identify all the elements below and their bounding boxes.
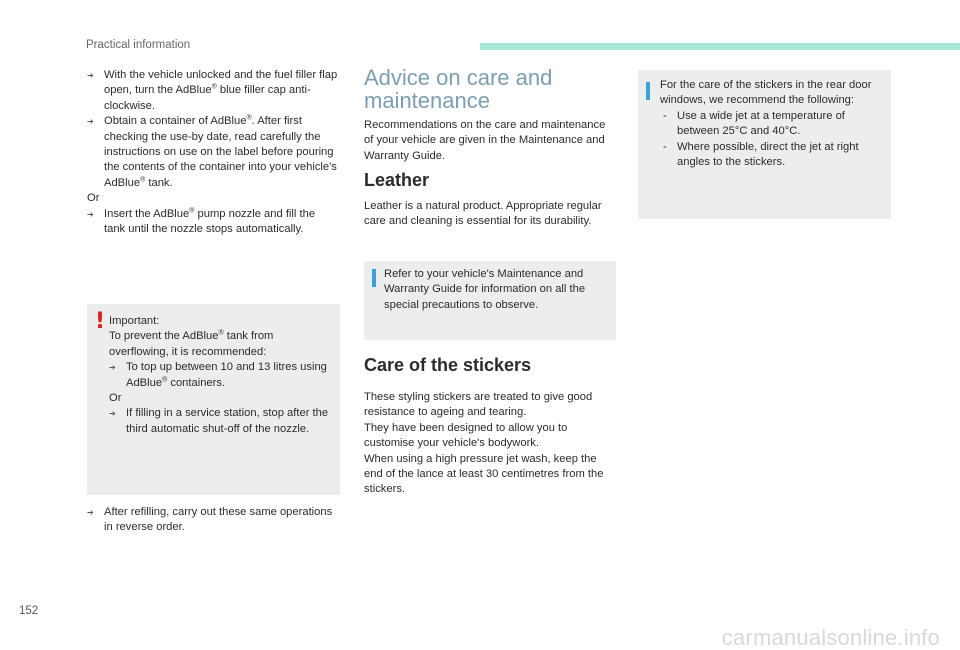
warning-line: To prevent the AdBlue® tank from overflowing, it is recommended: — [109, 329, 274, 358]
warning-or: Or — [109, 392, 122, 405]
intro-text: Recommendations on the care and maintenance of your vehicle are given in the Maintenance and Warranty Guide. — [364, 119, 606, 162]
step-pump-nozzle: ➔ Insert the AdBlue® pump nozzle and fill the tank until the nozzle stops automatically. — [87, 207, 339, 238]
warning-step-service-station: ➔ If filling in a service station, stop after the third automatic shut-off of the nozzle. — [109, 406, 331, 437]
running-header: Practical information — [86, 39, 191, 51]
warning-step-top-up: ➔ To top up between 10 and 13 litres using AdBlue® containers. — [109, 360, 331, 391]
leather-note: Refer to your vehicle's Maintenance and Warranty Guide for information on all the special precautions to observe. — [384, 268, 586, 311]
info-icon — [372, 269, 376, 287]
stickers-info-box — [638, 70, 891, 219]
stickers-heading: Care of the stickers — [364, 355, 532, 375]
leather-text: Leather is a natural product. Appropriate regular care and cleaning is essential for its durability. — [364, 200, 602, 228]
step-open-cap: ➔ With the vehicle unlocked and the fuel filler flap open, turn the AdBlue® blue filler cap anti-clockwise. — [87, 68, 339, 114]
stickers-text-2: They have been designed to allow you to customise your vehicle's bodywork. — [364, 421, 568, 450]
warning-icon: ! — [95, 309, 106, 334]
or-text: Or — [87, 192, 100, 205]
watermark: carmanualsonline.info — [721, 624, 940, 650]
stickers-text-1: These styling stickers are treated to give good resistance to ageing and tearing. — [364, 391, 593, 419]
intro-text-block — [364, 118, 616, 164]
header-accent-bar — [480, 43, 960, 50]
stickers-note-intro: For the care of the stickers in the rear door windows, we recommend the following: — [660, 79, 872, 107]
warning-title: Important: — [109, 315, 160, 327]
step-reverse-order: ➔ After refilling, carry out these same operations in reverse order. — [87, 505, 339, 536]
stickers-text-block — [364, 390, 616, 498]
warning-box — [87, 304, 340, 495]
info-icon — [646, 82, 650, 100]
page-number: 152 — [19, 605, 39, 617]
section-title: Advice on care and maintenance — [364, 65, 553, 113]
step-obtain-container: ➔ Obtain a container of AdBlue®. After first checking the use-by date, read carefully the instructions on use on the label before pouring the contents of the container into your vehicle's AdBlue® tank. — [87, 114, 339, 191]
stickers-text-3: When using a high pressure jet wash, keep the end of the lance at least 30 centimetres from the stickers. — [364, 452, 604, 496]
leather-info-box — [364, 261, 616, 340]
stickers-note-angle: - Where possible, direct the jet at right angles to the stickers. — [660, 140, 886, 171]
leather-heading: Leather — [364, 170, 430, 190]
leather-text-block — [364, 199, 616, 230]
stickers-note-temperature: - Use a wide jet at a temperature of between 25°C and 40°C. — [660, 109, 886, 140]
column-1 — [87, 68, 339, 237]
column-1-bottom — [87, 505, 339, 536]
